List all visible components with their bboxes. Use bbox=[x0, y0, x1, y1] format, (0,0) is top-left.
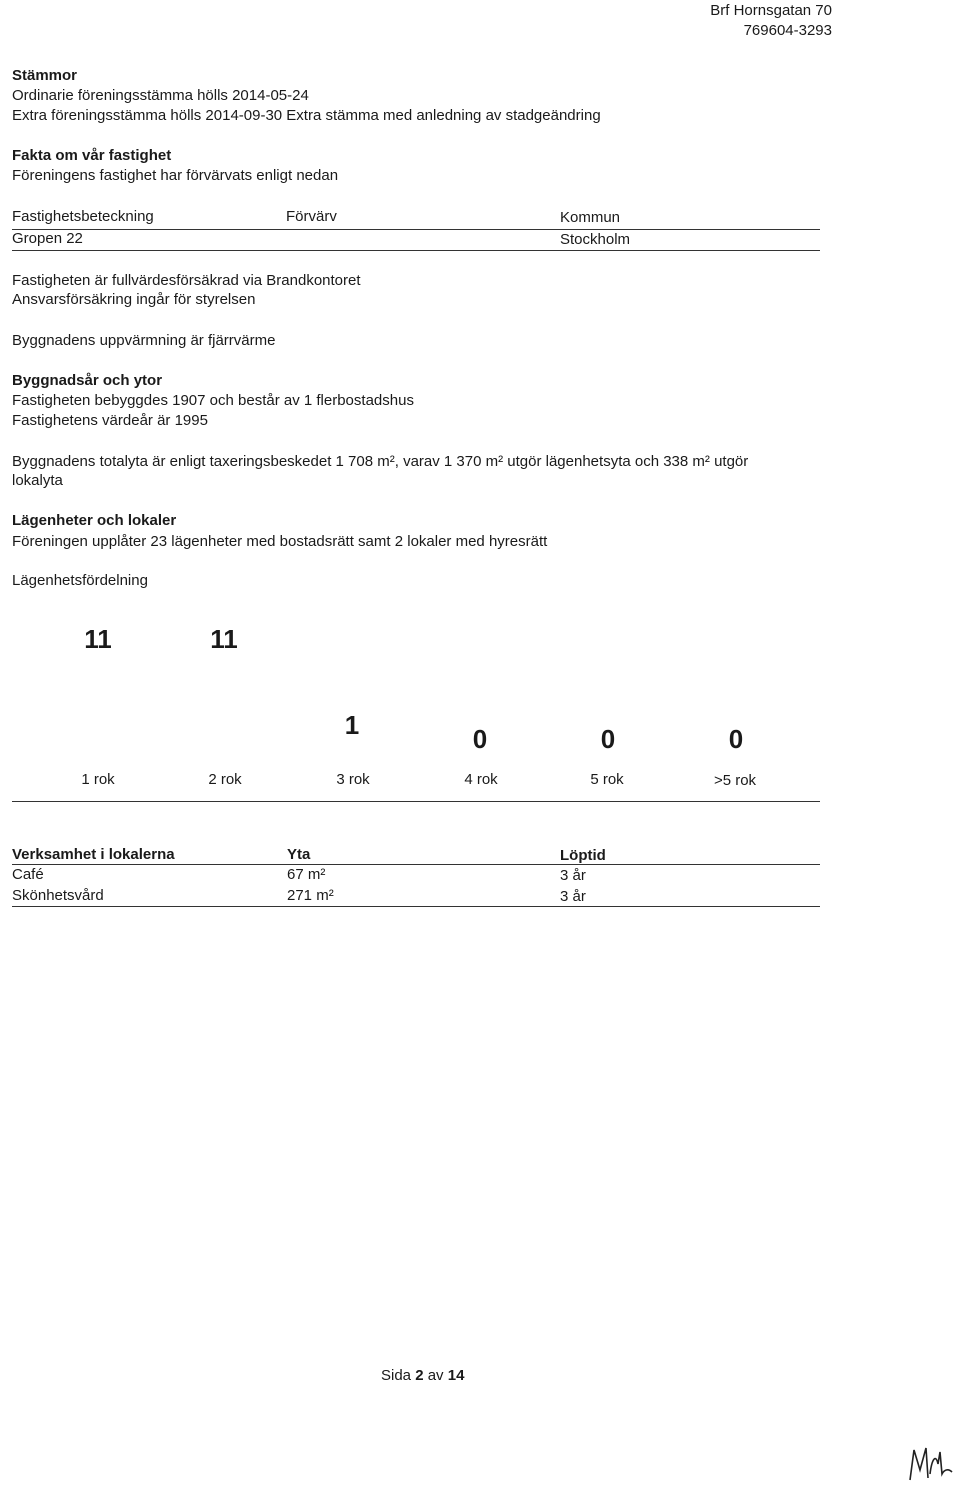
table-cell: 67 m² bbox=[287, 866, 326, 883]
table-cell: Skönhetsvård bbox=[12, 887, 104, 904]
page-prefix: Sida bbox=[381, 1367, 412, 1384]
value-label-over-5-rok: 0 bbox=[728, 724, 744, 754]
fakta-intro: Föreningens fastighet har förvärvats enligt nedan bbox=[12, 167, 339, 184]
insurance-line: Ansvarsförsäkring ingår för styrelsen bbox=[12, 291, 256, 308]
divider bbox=[12, 229, 820, 230]
chart-baseline bbox=[12, 801, 820, 802]
col-header-forvarv: Förvärv bbox=[286, 208, 337, 225]
category-label-4-rok: 4 rok bbox=[464, 771, 498, 788]
stammor-line: Extra föreningsstämma hölls 2014-09-30 Extra stämma med anledning av stadgeändring bbox=[12, 107, 601, 124]
byggnadsar-line: Fastigheten bebyggdes 1907 och består av 1 flerbostadshus bbox=[12, 392, 414, 409]
col-header-kommun: Kommun bbox=[560, 209, 621, 226]
col-header-fastighetsbeteckning: Fastighetsbeteckning bbox=[12, 208, 154, 225]
divider bbox=[12, 250, 820, 251]
value-label-1-rok: 11 bbox=[84, 624, 112, 654]
association-name: Brf Hornsgatan 70 bbox=[710, 2, 832, 19]
insurance-line: Fastigheten är fullvärdesförsäkrad via Brandkontoret bbox=[12, 272, 361, 289]
initials-signature bbox=[906, 1444, 954, 1484]
value-label-2-rok: 11 bbox=[210, 624, 238, 654]
col-header-yta: Yta bbox=[287, 846, 311, 863]
page-number bbox=[381, 1366, 464, 1386]
divider bbox=[12, 906, 820, 907]
byggnadsar-heading: Byggnadsår och ytor bbox=[12, 372, 163, 389]
page-sep: av bbox=[427, 1367, 444, 1384]
divider bbox=[12, 864, 820, 865]
category-label-2-rok: 2 rok bbox=[208, 771, 242, 788]
area-line-cont: lokalyta bbox=[12, 472, 63, 489]
table-cell: 3 år bbox=[560, 888, 586, 905]
area-line: Byggnadens totalyta är enligt taxeringsbeskedet 1 708 m², varav 1 370 m² utgör lägenhetsyta och 338 m² utgör bbox=[12, 453, 749, 470]
col-header-verksamhet: Verksamhet i lokalerna bbox=[12, 846, 175, 863]
category-label-3-rok: 3 rok bbox=[336, 771, 370, 788]
lagenheter-heading: Lägenheter och lokaler bbox=[12, 512, 177, 529]
total-pages: 14 bbox=[447, 1367, 465, 1384]
heating-line: Byggnadens uppvärmning är fjärrvärme bbox=[12, 332, 276, 349]
stammor-heading: Stämmor bbox=[12, 67, 78, 84]
lagenheter-intro: Föreningen upplåter 23 lägenheter med bostadsrätt samt 2 lokaler med hyresrätt bbox=[12, 533, 548, 550]
fakta-heading: Fakta om vår fastighet bbox=[12, 147, 172, 164]
value-label-4-rok: 0 bbox=[472, 724, 488, 754]
table-cell: 3 år bbox=[560, 867, 586, 884]
distribution-title: Lägenhetsfördelning bbox=[12, 572, 148, 589]
cell-kommun: Stockholm bbox=[560, 231, 631, 248]
stammor-line: Ordinarie föreningsstämma hölls 2014-05-24 bbox=[12, 87, 309, 104]
table-cell: Café bbox=[12, 866, 44, 883]
col-header-loptid: Löptid bbox=[560, 847, 606, 864]
cell-fastighetsbeteckning: Gropen 22 bbox=[12, 230, 83, 247]
value-label-5-rok: 0 bbox=[600, 724, 616, 754]
category-label-1-rok: 1 rok bbox=[81, 771, 115, 788]
value-label-3-rok: 1 bbox=[344, 710, 360, 740]
category-label-over-5-rok: >5 rok bbox=[713, 772, 757, 789]
table-cell: 271 m² bbox=[287, 887, 334, 904]
byggnadsar-line: Fastighetens värdeår är 1995 bbox=[12, 412, 208, 429]
org-number: 769604-3293 bbox=[743, 22, 832, 39]
category-label-5-rok: 5 rok bbox=[590, 771, 624, 788]
current-page: 2 bbox=[415, 1367, 424, 1384]
